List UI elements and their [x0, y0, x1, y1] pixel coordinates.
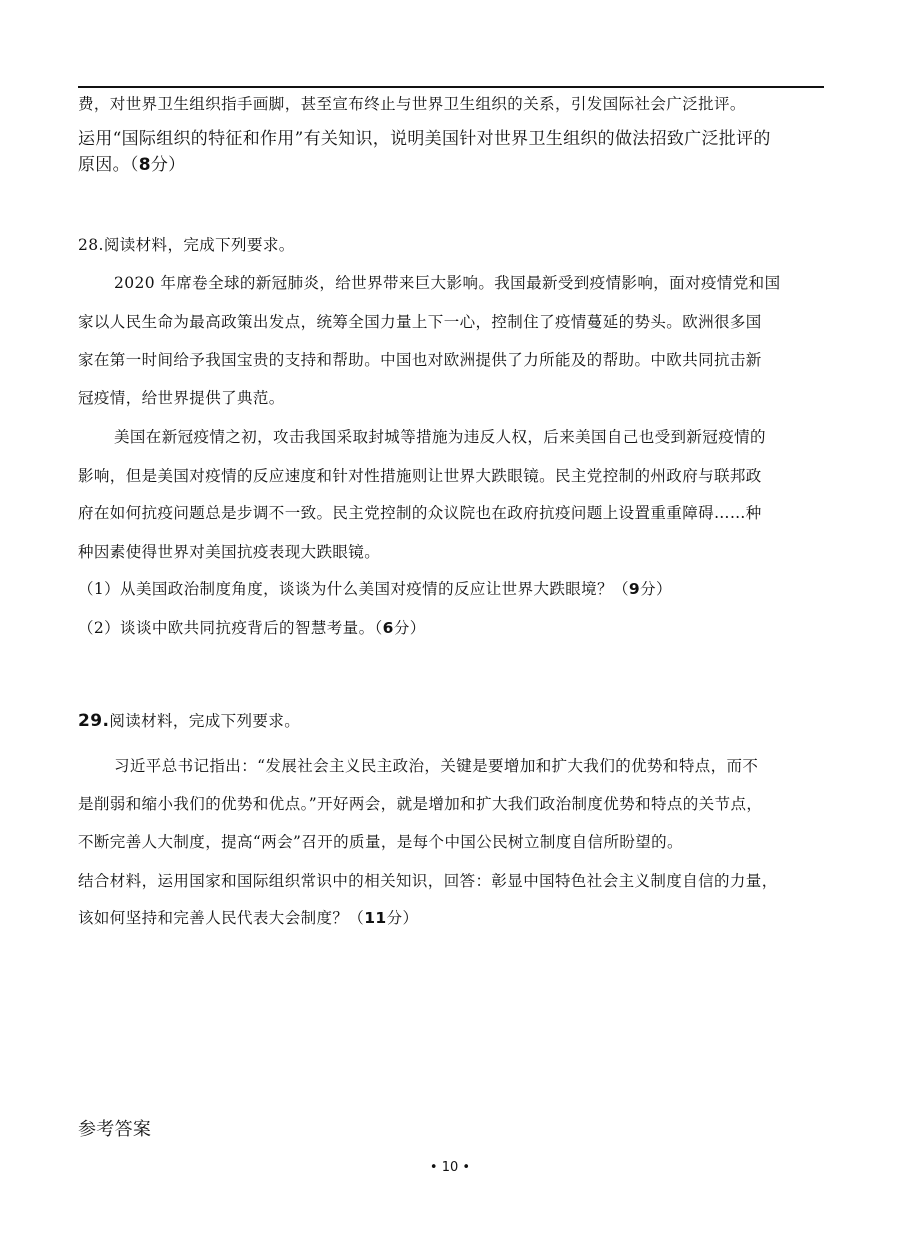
q28-sub1-end: 分）	[640, 580, 672, 598]
q28-sub-question-1	[78, 582, 672, 598]
q28-heading: 28.阅读材料，完成下列要求。	[78, 236, 295, 254]
q27-requirement-text: 原因。（	[78, 155, 139, 175]
q29-heading-text: 阅读材料，完成下列要求。	[109, 712, 301, 730]
answer-heading: 参考答案	[78, 1119, 152, 1140]
q29-heading	[78, 713, 300, 730]
q28-para2-line: 美国在新冠疫情之初，攻击我国采取封城等措施为违反人权，后来美国自己也受到新冠疫情的	[114, 428, 766, 446]
q28-sub1-text: （1）从美国政治制度角度，谈谈为什么美国对疫情的反应让世界大跌眼境？（	[78, 580, 629, 598]
q29-requirement-end: 分）	[386, 909, 419, 927]
q27-score: 8	[138, 155, 151, 175]
q28-para1-line: 2020 年席卷全球的新冠肺炎，给世界带来巨大影响。我国最新受到疫情影响，面对疫情党和国	[114, 274, 781, 292]
q28-para1-line: 家在第一时间给予我国宝贵的支持和帮助。中国也对欧洲提供了力所能及的帮助。中欧共同抗击新	[78, 351, 762, 369]
q27-requirement-line2	[78, 157, 185, 174]
q29-quote-line: 是削弱和缩小我们的优势和优点。”开好两会，就是增加和扩大我们政治制度优势和特点的关节点，	[78, 795, 763, 813]
q29-requirement-text: 该如何坚持和完善人民代表大会制度？（	[78, 909, 365, 927]
q27-requirement-line1: 运用“国际组织的特征和作用”有关知识，说明美国针对世界卫生组织的做法招致广泛批评的	[78, 129, 771, 149]
q29-requirement-line2	[78, 911, 418, 927]
q28-para2-line: 府在如何抗疫问题总是步调不一致。民主党控制的众议院也在政府抗疫问题上设置重重障碍……种	[78, 504, 762, 522]
q29-requirement-line1: 结合材料，运用国家和国际组织常识中的相关知识，回答：彰显中国特色社会主义制度自信的力量，	[78, 872, 778, 890]
page-number: • 10 •	[429, 1160, 471, 1175]
q29-heading-number: 29.	[78, 711, 110, 731]
q28-sub2-text: （2）谈谈中欧共同抗疫背后的智慧考量。（	[78, 619, 383, 637]
q28-sub1-score: 9	[628, 580, 641, 598]
q29-score: 11	[364, 909, 387, 927]
q28-para1-line: 家以人民生命为最高政策出发点，统筹全国力量上下一心，控制住了疫情蔓延的势头。欧洲很多国	[78, 313, 762, 331]
q28-sub-question-2	[78, 621, 426, 637]
q28-para1-line: 冠疫情，给世界提供了典范。	[78, 389, 285, 407]
q27-material-tail: 费，对世界卫生组织指手画脚，甚至宣布终止与世界卫生组织的关系，引发国际社会广泛批评。	[78, 95, 746, 113]
q28-para2-line: 种因素使得世界对美国抗疫表现大跌眼镜。	[78, 543, 381, 561]
q29-quote-line: 习近平总书记指出：“发展社会主义民主政治，关键是要增加和扩大我们的优势和特点，而不	[114, 757, 759, 775]
q28-sub2-score: 6	[382, 619, 394, 637]
q28-sub2-end: 分）	[393, 619, 426, 637]
q27-requirement-end: 分）	[150, 155, 186, 175]
header-rule	[78, 86, 824, 88]
q29-quote-line: 不断完善人大制度，提高“两会”召开的质量，是每个中国公民树立制度自信所盼望的。	[78, 833, 683, 851]
q28-para2-line: 影响，但是美国对疫情的反应速度和针对性措施则让世界大跌眼镜。民主党控制的州政府与联邦政	[78, 467, 762, 485]
